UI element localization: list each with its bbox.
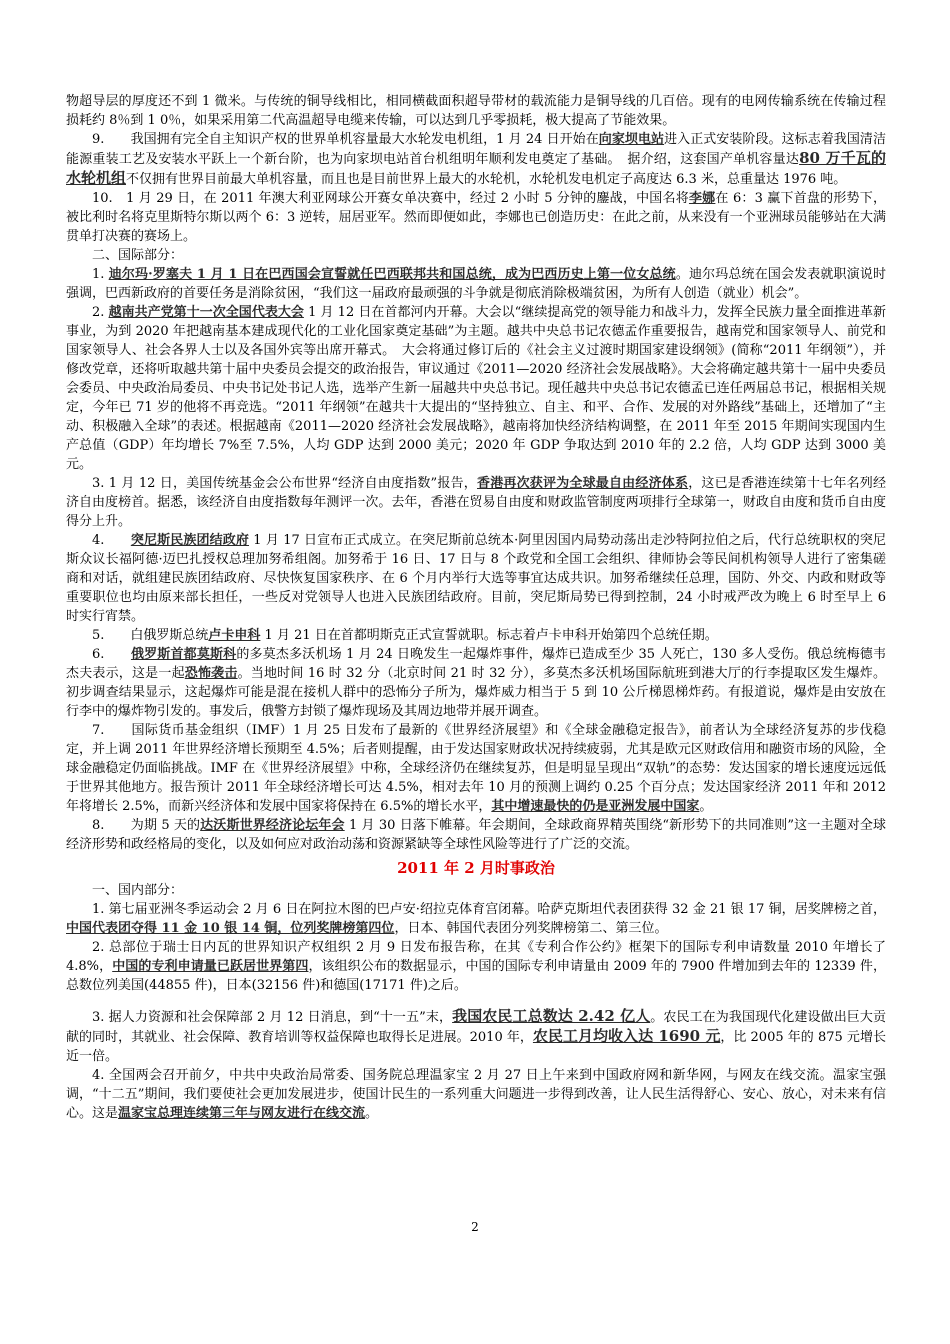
paragraph-feb-3: 3. 据人力资源和社会保障部 2 月 12 日消息，到“十一五”末，我国农民工总数达 2.42 亿人。农民工在为我国现代化建设做出巨大贡献的同时，其就业、社会保障、教育培训等权益保障也取得长足进展。2010 年，农民工月均收入达 1690 元，比 2005 年的 875 元增长近一倍。 <box>66 1007 886 1064</box>
paragraph-intl-4: 4. 突尼斯民族团结政府 1 月 17 日宣布正式成立。在突尼斯前总统本·阿里因国内局势动荡出走沙特阿拉伯之后，代行总统职权的突尼斯众议长福阿德·迈巴扎授权总理加努希组阁。加努希于 16 日、17 日与 8 个政党和全国工会组织、律师协会等民间机构领导人进行了密集磋商和对话，就组建民族团结政府、尽快恢复国家秩序、在 6 个月内举行大选等事宜达成共识。加努希继续任总理，国防、外交、内政和财政等重要职位也均由原来部长担任，一些反对党领导人也进入民族团结政府。目前，突尼斯局势已得到控制，24 小时戒严改为晚上 6 时至早上 6 时实行宵禁。 <box>66 533 886 624</box>
paragraph-feb-1: 1. 第七届亚洲冬季运动会 2 月 6 日在阿拉木图的巴卢安·绍拉克体育宫闭幕。哈萨克斯坦代表团获得 32 金 21 银 17 铜，居奖牌榜之首，中国代表团夺得 11 金 10 银 14 铜，位列奖牌榜第四位，日本、韩国代表团分列奖牌榜第二、第三位。 <box>66 902 886 936</box>
highlight-monthly-income: 农民工月均收入达 1690 元 <box>532 1027 721 1045</box>
paragraph-intl-3: 3. 1 月 12 日，美国传统基金会公布世界“经济自由度指数”报告，香港再次获评为全球最自由经济体系，这已是香港连续第十七年名列经济自由度榜首。据悉，该经济自由度指数每年测评一次。去年，香港在贸易自由度和财政监管制度两项排行全球第一，财政自由度和货币自由度得分上升。 <box>66 476 886 529</box>
highlight-xiangjiaba: 向家坝电站 <box>598 132 665 147</box>
highlight-terror-attack: 恐怖袭击 <box>184 666 238 681</box>
paragraph-intl-6: 6. 俄罗斯首都莫斯科的多莫杰多沃机场 1 月 24 日晚发生一起爆炸事件，爆炸已造成至少 35 人死亡，130 多人受伤。俄总统梅德韦杰夫表示，这是一起恐怖袭击。当地时间 16 时 32 分（北京时间 21 时 32 分），多莫杰多沃机场国际航班到港大厅的行李提取区发生爆炸。初步调查结果显示，这起爆炸可能是混在接机人群中的恐怖分子所为，爆炸威力相当于 5 到 10 公斤梯恩梯炸药。有报道说，爆炸是由安放在行李中的爆炸物引发的。事发后，俄警方封锁了爆炸现场及其周边地带并展开调查。 <box>66 647 886 719</box>
highlight-lukashenko: 卢卡申科 <box>208 628 261 643</box>
highlight-migrant-workers: 我国农民工总数达 2.42 亿人 <box>452 1007 651 1025</box>
section-title-feb-2011: 2011 年 2 月时事政治 <box>397 859 555 877</box>
highlight-asian-games-medals: 中国代表团夺得 11 金 10 银 14 铜，位列奖牌榜第四位 <box>66 921 395 936</box>
paragraph-intl-5: 5. 白俄罗斯总统卢卡申科 1 月 21 日在首都明斯克正式宣誓就职。标志着卢卡申科开始第四个总统任期。 <box>92 628 718 643</box>
highlight-hongkong: 香港再次获评为全球最自由经济体系 <box>477 476 689 491</box>
paragraph-intl-2: 2. 越南共产党第十一次全国代表大会 1 月 12 日在首都河内开幕。大会以“继续提高党的领导能力和战斗力，发挥全民族力量全面推进革新事业，为到 2020 年把越南基本建成现代化的工业化国家奠定基础”为主题。越共中央总书记农德孟作重要报告，越南党和国家领导人、前党和国家领导人、社会各界人士以及各国外宾等出席开幕式。 大会将通过修订后的《社会主义过渡时期国家建设纲领》(简称“2011 年纲领”），并修改党章，还将听取越共第十届中央委员会提交的政治报告，审议通过《2011—2020 经济社会发展战略》。大会将确定越共第十一届中央委员会委员、中央政治局委员、中央书记处书记人选，选举产生新一届越共中央总书记。现任越共中央总书记农德孟已连任两届总书记，根据相关规定，今年已 71 岁的他将不再竞选。“2011 年纲领”在越共十大提出的“坚持独立、自主、和平、合作、发展的对外路线”基础上，还增加了“主动、积极融入全球”的表述。根据越南《2011—2020 经济社会发展战略》，越南将加快经济结构调整，在 2011 年至 2015 年期间实现国内生产总值（GDP）年均增长 7%至 7.5%，人均 GDP 达到 2000 美元；2020 年 GDP 争取达到 2010 年的 2.2 倍，人均 GDP 达到 3000 美元。 <box>66 305 886 472</box>
heading-international: 二、国际部分： <box>92 248 184 263</box>
spacer <box>66 995 886 1007</box>
highlight-rousseff: 迪尔玛·罗塞夫 1 月 1 日在巴西国会宣誓就任巴西联邦共和国总统，成为巴西历史上第一位女总统 <box>108 267 676 282</box>
highlight-turbine: 80 万千瓦的水轮机组 <box>66 149 886 187</box>
paragraph-item-9: 9. 我国拥有完全自主知识产权的世界单机容量最大水轮发电机组，1 月 24 日开始在向家坝电站进入正式安装阶段。这标志着我国清洁能源重装工艺及安装水平跃上一个新台阶，也为向家坝电站首台机组明年顺利发电奠定了基础。 据介绍，这套国产单机容量达80 万千瓦的水轮机组不仅拥有世界目前最大单机容量，而且也是目前世界上最大的水轮机，水轮机发电机定子高度达 6.3 米，总重量达 1976 吨。 <box>66 132 886 187</box>
highlight-patent-rank: 中国的专利申请量已跃居世界第四 <box>112 959 309 974</box>
paragraph-feb-2: 2. 总部位于瑞士日内瓦的世界知识产权组织 2 月 9 日发布报告称，在其《专利合作公约》框架下的国际专利申请数量 2010 年增长了 4.8%，中国的专利申请量已跃居世界第四，该组织公布的数据显示，中国的国际专利申请量由 2009 年的 7900 件增加到去年的 12339 件，总数位列美国(44855 件)，日本(32156 件)和德国(17171 件)之后。 <box>66 940 886 993</box>
page-number: 2 <box>471 1220 479 1234</box>
paragraph-superconductor: 物超导层的厚度还不到 1 微米。与传统的铜导线相比，相同横截面积超导带材的载流能力是铜导线的几百倍。现有的电网传输系统在传输过程损耗约 8％到 1 0％，如果采用第二代高温超导电缆来传输，可以达到几乎零损耗，极大提高了节能效果。 <box>66 94 886 128</box>
document-body <box>66 92 886 1123</box>
highlight-li-na: 李娜 <box>688 191 716 206</box>
highlight-asia-growth: 其中增速最快的仍是亚洲发展中国家 <box>491 799 700 814</box>
paragraph-intl-8: 8. 为期 5 天的达沃斯世界经济论坛年会 1 月 30 日落下帷幕。年会期间，全球政商界精英围绕“新形势下的共同准则”这一主题对全球经济形势和政经格局的变化，以及如何应对政治动荡和资源紧缺等全球性风险等进行了广泛的交流。 <box>66 818 886 852</box>
highlight-online-chat: 温家宝总理连续第三年与网友进行在线交流 <box>118 1106 366 1121</box>
highlight-moscow: 俄罗斯首都莫斯科 <box>130 647 237 662</box>
highlight-tunisia: 突尼斯民族团结政府 <box>130 533 250 548</box>
highlight-vietnam-congress: 越南共产党第十一次全国代表大会 <box>108 305 304 320</box>
heading-domestic: 一、国内部分： <box>92 883 184 898</box>
highlight-davos: 达沃斯世界经济论坛年会 <box>200 818 345 833</box>
paragraph-intl-7: 7. 国际货币基金组织（IMF）1 月 25 日发布了最新的《世界经济展望》和《全球金融稳定报告》，前者认为全球经济复苏的步伐稳定，并上调 2011 年世界经济增长预期至 4.5%；后者则提醒，由于发达国家财政状况持续疲弱，尤其是欧元区财政信用和融资市场的风险，全球金融稳定仍面临挑战。IMF 在《世界经济展望》中称，全球经济仍在继续复苏，但是明显呈现出“双轨”的态势：发达国家的增长速度远远低于世界其他地方。报告预计 2011 年全球经济增长可达 4.5%，相对去年 10 月的预测上调约 0.25 个百分点；发达国家经济 2011 年和 2012 年将增长 2.5%，而新兴经济体和发展中国家将保持在 6.5%的增长水平，其中增速最快的仍是亚洲发展中国家。 <box>66 723 886 814</box>
paragraph-feb-4: 4. 全国两会召开前夕，中共中央政治局常委、国务院总理温家宝 2 月 27 日上午来到中国政府网和新华网，与网友在线交流。温家宝强调，“十二五”期间，我们要使社会更加发展进步，使国计民生的一系列重大问题进一步得到改善，让人民生活得舒心、安心、放心，对未来有信心。这是温家宝总理连续第三年与网友进行在线交流。 <box>66 1068 886 1121</box>
paragraph-intl-1: 1. 迪尔玛·罗塞夫 1 月 1 日在巴西国会宣誓就任巴西联邦共和国总统，成为巴西历史上第一位女总统。迪尔玛总统在国会发表就职演说时强调，巴西新政府的首要任务是消除贫困，“我们这一届政府最顽强的斗争就是彻底消除极端贫困，为所有人创造（就业）机会”。 <box>66 267 886 301</box>
paragraph-item-10: 10. 1 月 29 日，在 2011 年澳大利亚网球公开赛女单决赛中，经过 2 小时 5 分钟的鏖战，中国名将李娜在 6：3 赢下首盘的形势下，被比利时名将克里斯特尔斯以两个 6：3 逆转，屈居亚军。然而即便如此，李娜也已创造历史：在此之前，从来没有一个亚洲球员能够站在大满贯单打决赛的赛场上。 <box>66 191 886 244</box>
